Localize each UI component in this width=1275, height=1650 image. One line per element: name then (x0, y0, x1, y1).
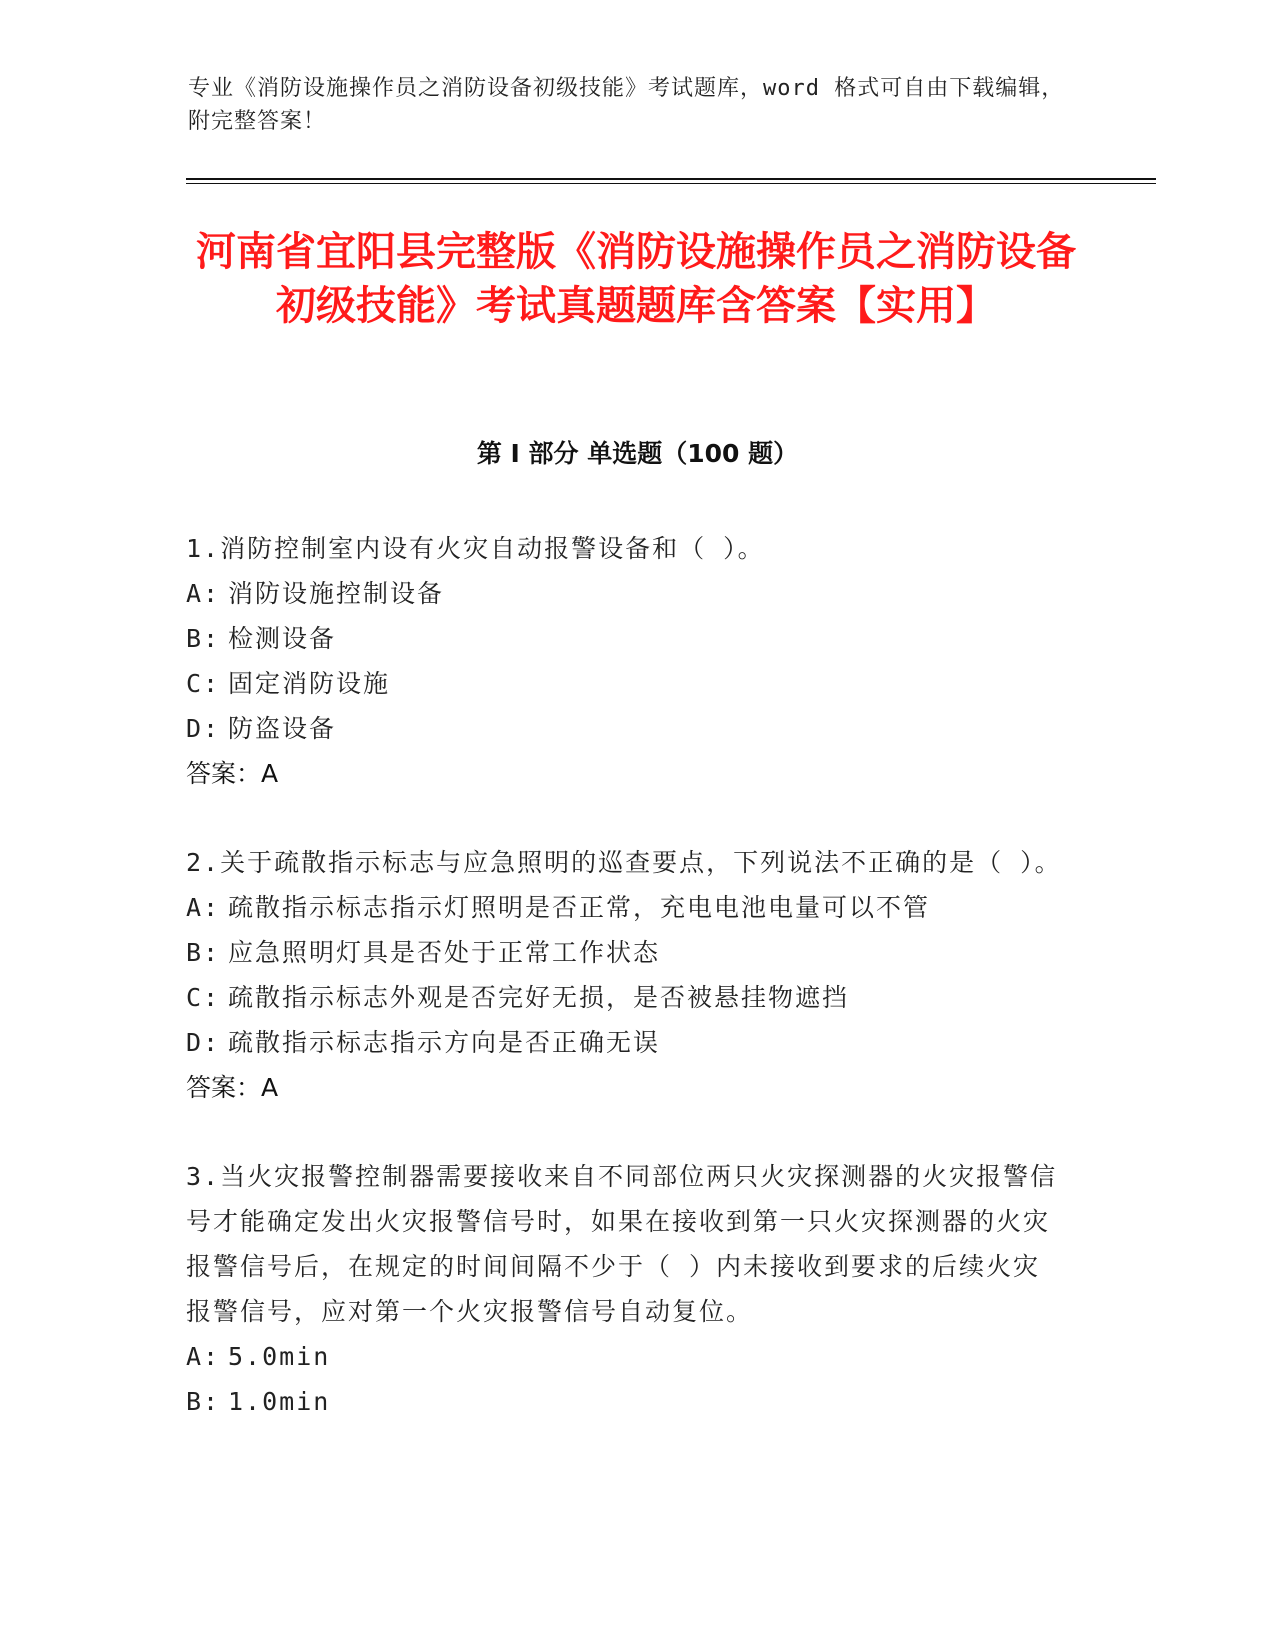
question-list (186, 526, 1066, 1468)
option-key: A: (186, 1342, 221, 1371)
option-key: A: (186, 893, 221, 922)
option-text: 疏散指示标志指示灯照明是否正常，充电电池电量可以不管 (228, 893, 931, 922)
document-title: 河南省宜阳县完整版《消防设施操作员之消防设备初级技能》考试真题题库含答案【实用】 (196, 229, 1076, 329)
option-key: B: (186, 1387, 221, 1416)
option-text: 固定消防设施 (228, 669, 391, 698)
option-text: 5.0min (228, 1342, 331, 1371)
option-key: C: (186, 983, 221, 1012)
question-2 (186, 840, 1066, 1110)
header-note: 专业《消防设施操作员之消防设备初级技能》考试题库，word 格式可自由下载编辑，附完整答案！ (188, 76, 1065, 134)
option-key: C: (186, 669, 221, 698)
option-key: B: (186, 624, 221, 653)
option-a (186, 1334, 1066, 1379)
option-key: D: (186, 714, 221, 743)
question-1 (186, 526, 1066, 796)
option-text: 疏散指示标志外观是否完好无损，是否被悬挂物遮挡 (228, 983, 850, 1012)
question-stem: 1.消防控制室内设有火灾自动报警设备和（ ）。 (186, 534, 765, 563)
option-b (186, 1379, 1066, 1424)
option-key: D: (186, 1028, 221, 1057)
option-d (186, 706, 1066, 751)
answer-line: 答案：A (186, 759, 279, 788)
header-rule-thin (186, 183, 1156, 184)
question-stem: 3.当火灾报警控制器需要接收来自不同部位两只火灾探测器的火灾报警信号才能确定发出火灾报警信号时，如果在接收到第一只火灾探测器的火灾报警信号后，在规定的时间间隔不少于（ ）内未接收到要求的后续火灾报警信号，应对第一个火灾报警信号自动复位。 (186, 1162, 1058, 1326)
option-text: 疏散指示标志指示方向是否正确无误 (228, 1028, 661, 1057)
option-b (186, 616, 1066, 661)
option-b (186, 930, 1066, 975)
section-heading: 第 I 部分 单选题（100 题） (476, 439, 799, 468)
header-rule-thick (186, 178, 1156, 180)
option-key: B: (186, 938, 221, 967)
option-text: 1.0min (228, 1387, 331, 1416)
option-a (186, 885, 1066, 930)
option-text: 检测设备 (228, 624, 337, 653)
option-c (186, 975, 1066, 1020)
option-text: 防盗设备 (228, 714, 337, 743)
option-c (186, 661, 1066, 706)
question-3 (186, 1154, 1066, 1424)
option-text: 消防设施控制设备 (228, 579, 445, 608)
option-text: 应急照明灯具是否处于正常工作状态 (228, 938, 661, 967)
option-a (186, 571, 1066, 616)
question-stem: 2.关于疏散指示标志与应急照明的巡查要点，下列说法不正确的是（ ）。 (186, 848, 1062, 877)
option-d (186, 1020, 1066, 1065)
option-key: A: (186, 579, 221, 608)
answer-line: 答案：A (186, 1073, 279, 1102)
